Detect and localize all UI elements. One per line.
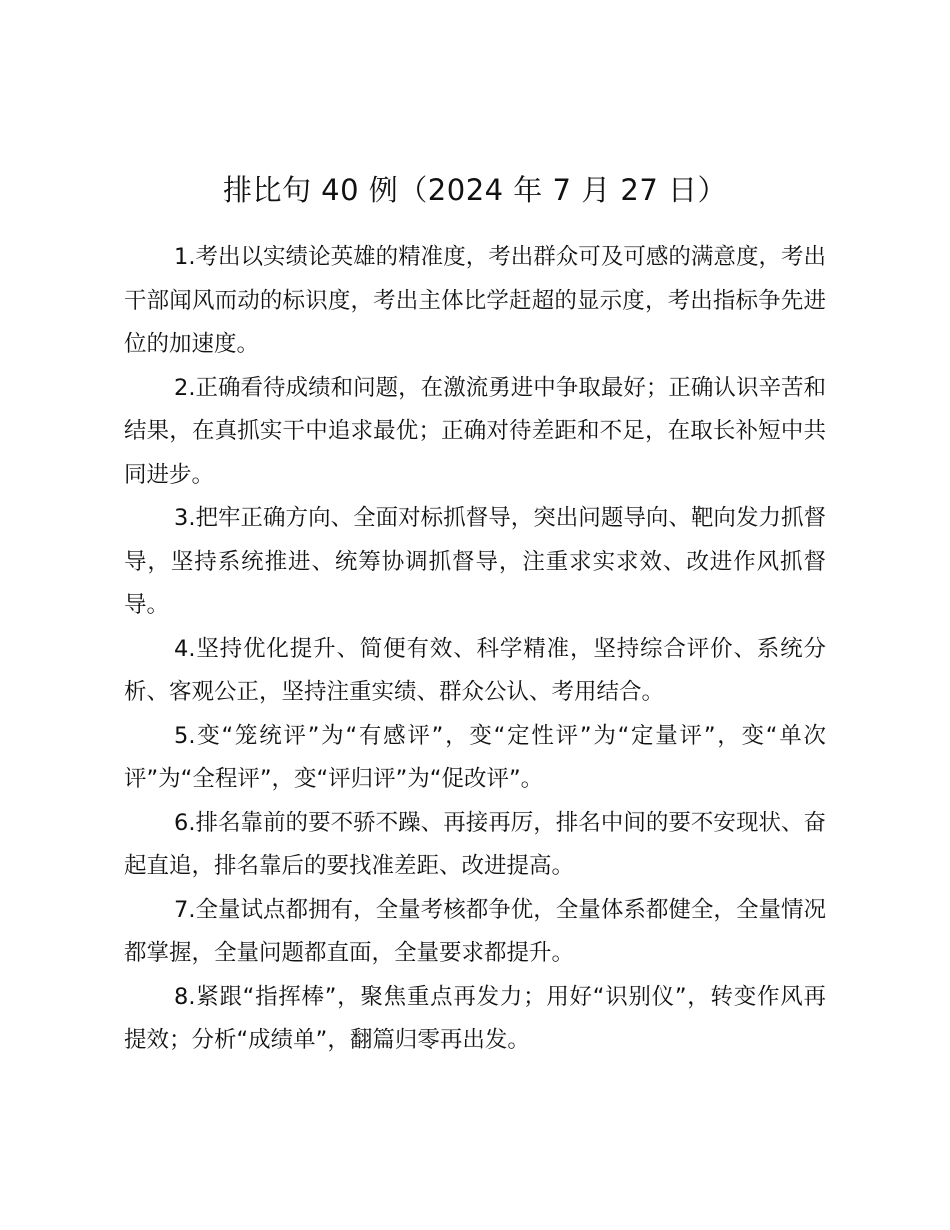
document-title: 排比句 40 例（2024 年 7 月 27 日）: [222, 173, 728, 207]
paragraph-5: 5.变“笼统评”为“有感评”，变“定性评”为“定量评”，变“单次评”为“全程评”，变“评归评”为“促改评”。: [124, 722, 826, 792]
paragraph-1: 1.考出以实绩论英雄的精准度，考出群众可及可感的满意度，考出干部闻风而动的标识度，考出主体比学赶超的显示度，考出指标争先进位的加速度。: [124, 244, 826, 357]
paragraph-4: 4.坚持优化提升、简便有效、科学精准，坚持综合评价、系统分析、客观公正，坚持注重实绩、群众公认、考用结合。: [124, 635, 826, 705]
paragraph-7: 7.全量试点都拥有，全量考核都争优，全量体系都健全，全量情况都掌握，全量问题都直面，全量要求都提升。: [124, 896, 826, 966]
paragraph-3: 3.把牢正确方向、全面对标抓督导，突出问题导向、靶向发力抓督导，坚持系统推进、统筹协调抓督导，注重求实求效、改进作风抓督导。: [124, 505, 826, 618]
paragraph-2: 2.正确看待成绩和问题，在激流勇进中争取最好；正确认识辛苦和结果，在真抓实干中追求最优；正确对待差距和不足，在取长补短中共同进步。: [124, 374, 826, 488]
document-body: [124, 236, 826, 1063]
paragraph-6: 6.排名靠前的要不骄不躁、再接再厉，排名中间的要不安现状、奋起直追，排名靠后的要找准差距、改进提高。: [124, 809, 826, 879]
paragraph-8: 8.紧跟“指挥棒”，聚焦重点再发力；用好“识别仪”，转变作风再提效；分析“成绩单”，翻篇归零再出发。: [124, 983, 826, 1053]
